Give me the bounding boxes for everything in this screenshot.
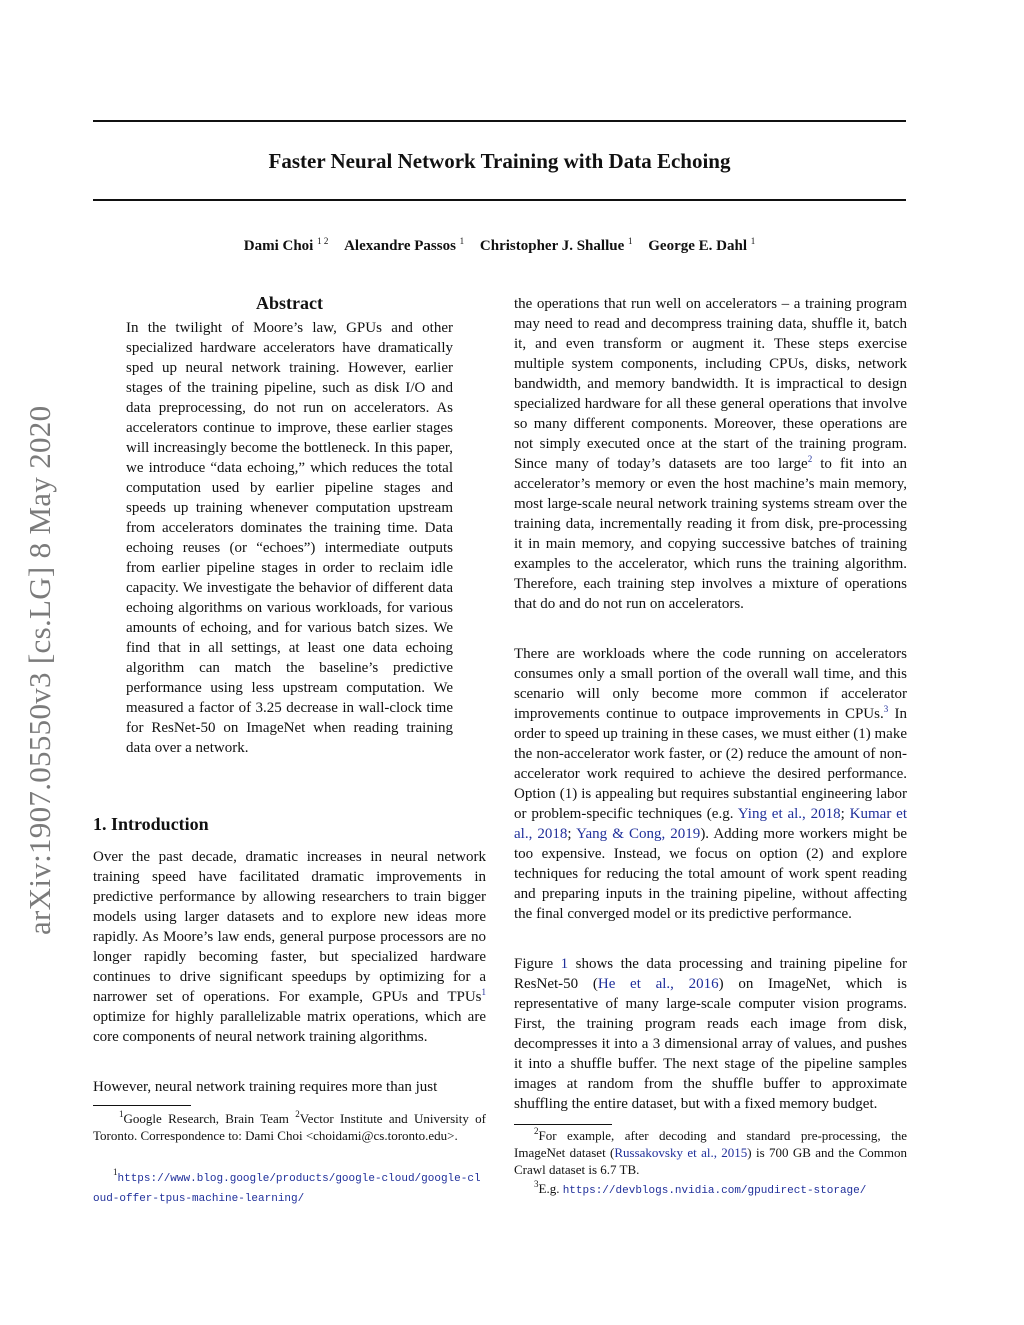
footnote-rule	[93, 1105, 191, 1106]
author	[480, 238, 633, 254]
author	[344, 238, 464, 254]
abstract-heading: Abstract	[256, 293, 323, 313]
footnote-1	[93, 1168, 486, 1208]
text-run: In order to speed up training in these cases, we must either (1) make the non-accelerator work faster, or (2) reduce the amount of non-accelerator work required to achieve the desired performance. Option (1) is appealing but requires substantial engineering labor or problem-specific techniques (e.g.	[514, 706, 907, 822]
text-run: Figure	[514, 956, 561, 972]
footnote-ref[interactable]: 3	[883, 704, 889, 714]
text-run: the operations that run well on accelerators – a training program may need to read and decompress training data, shuffle it, batch it, and even transform or augment it. These steps exercise multiple system components, including CPUs, disks, network bandwidth, and memory bandwidth. It is impractical to design specialized hardware for all these general operations that involve so many different components. Moreover, these operations are not simply executed once at the start of the training program. Since many of today’s datasets are too large	[514, 296, 907, 472]
footnote-ref[interactable]: 2	[807, 454, 813, 464]
text-run: ;	[567, 826, 577, 842]
footnote-rule	[514, 1124, 612, 1125]
abstract-text: In the twilight of Moore’s law, GPUs and other specialized hardware accelerators have dramatically sped up neural network training. However, earlier stages of the training pipeline, such as disk I/O and data preprocessing, do not run on accelerators. As accelerators continue to improve, these earlier stages will increasingly become the bottleneck. In this paper, we introduce “data echoing,” which reduces the total computation used by earlier pipeline stages and speeds up training whenever computation upstream from accelerators dominates the training time. Data echoing reuses (or “echoes”) intermediate outputs from earlier pipeline stages in order to reclaim idle capacity. We investigate the behavior of different data echoing algorithms on various workloads, for various amounts of echoing, and for various batch sizes. We find that in all settings, at least one data echoing algorithm can match the baseline’s predictive performance using less upstream computation. We measured a factor of 3.25 decrease in wall-clock time for ResNet-50 on ImageNet when reading training data over a network.	[126, 320, 453, 756]
affiliation-mark: 1	[628, 236, 633, 246]
body-paragraph	[514, 294, 907, 614]
body-paragraph	[514, 954, 907, 1114]
arxiv-identifier: arXiv:1907.05550v3 [cs.LG] 8 May 2020	[22, 405, 57, 935]
text-run: Google Research, Brain Team	[123, 1111, 296, 1126]
footnote-url[interactable]: https://devblogs.nvidia.com/gpudirect-storage/	[562, 1185, 867, 1197]
figure-ref-link[interactable]: 1	[560, 956, 569, 972]
author-name: Dami Choi	[243, 238, 314, 254]
footnote-mark: 3	[534, 1179, 539, 1189]
text-run: For example, after decoding and standard pre-processing, the ImageNet dataset (	[514, 1128, 907, 1160]
text-run: shows the data processing and training pipeline for ResNet-50 (	[514, 956, 907, 992]
citation-link[interactable]: Kumar et al., 2018	[514, 806, 907, 842]
footnote-3	[514, 1180, 907, 1200]
title-top-rule	[93, 120, 906, 122]
footnote-mark: 1	[113, 1167, 118, 1177]
footnote-mark: 2	[295, 1109, 300, 1119]
text-run: to fit into an accelerator’s memory or even the host machine’s main memory, most large-scale neural network training systems stream over the training data, incrementally reading it from disk, pre-processing it in main memory, and copying successive batches of training examples to the accelerator, which runs the training algorithm. Therefore, each training step involves a mixture of operations that do and do not run on accelerators.	[514, 456, 907, 612]
citation-link[interactable]: Yang & Cong, 2019	[576, 826, 701, 842]
footnote-url[interactable]: https://www.blog.google/products/google-cloud/google-cloud-offer-tpus-machine-learning/	[93, 1173, 481, 1205]
author-list	[93, 235, 906, 257]
affiliation-mark: 1	[750, 236, 756, 246]
footnote-mark: 1	[119, 1109, 124, 1119]
text-run: Over the past decade, dramatic increases in neural network training speed have facilitated dramatic improvements in predictive performance by allowing researchers to train bigger models using larger datasets and to explore new ideas more rapidly. As Moore’s law ends, general purpose processors are no longer rapidly becoming faster, but specialized hardware continues to drive significant speedups by optimizing for a narrower set of operations. For example, GPUs and TPUs	[93, 849, 486, 1005]
intro-paragraph: However, neural network training requires more than just	[93, 1079, 438, 1095]
intro-paragraph	[93, 847, 486, 1047]
affiliation-mark: 1	[459, 236, 465, 246]
text-run: ) on ImageNet, which is representative of many large-scale computer vision programs. First, the training program reads each image from disk, decompresses it into a 3 dimensional array of values, and pushes it into a shuffle buffer. The next stage of the pipeline samples images at random from the shuffle buffer to approximate shuffling the entire dataset, but with a fixed memory budget.	[514, 976, 907, 1112]
text-run: ;	[840, 806, 850, 822]
author	[648, 238, 755, 254]
citation-link[interactable]: Russakovsky et al., 2015	[614, 1145, 748, 1160]
paper-title: Faster Neural Network Training with Data Echoing	[268, 149, 731, 173]
footnote-2	[514, 1127, 907, 1178]
footnote-mark: 2	[534, 1126, 539, 1136]
text-run: ). Adding more workers might be too expensive. Instead, we focus on option (2) and explore techniques for reducing the total amount of work spent reading and preparing inputs in the training pipeline, without affecting the final converged model or its predictive performance.	[514, 826, 907, 922]
author	[244, 238, 329, 254]
affiliation-mark: 1 2	[317, 236, 329, 246]
footnote-ref[interactable]: 1	[481, 987, 486, 997]
text-run: optimize for highly parallelizable matrix operations, which are core components of neural network training algorithms.	[93, 1009, 486, 1045]
author-name: Christopher J. Shallue	[479, 238, 625, 254]
section-heading-introduction: 1. Introduction	[93, 814, 209, 834]
affiliation-footnote	[93, 1110, 486, 1144]
author-name: George E. Dahl	[648, 238, 747, 254]
text-run: ) is 700 GB and the Common Crawl dataset is 6.7 TB.	[514, 1145, 907, 1177]
author-name: Alexandre Passos	[344, 238, 456, 254]
citation-link[interactable]: He et al., 2016	[597, 976, 719, 992]
title-bottom-rule	[93, 199, 906, 201]
body-paragraph	[514, 644, 907, 924]
text-run: There are workloads where the code running on accelerators consumes only a small portion of the overall wall time, and this scenario will only become more common if accelerator improvements continue to outpace improvements in CPUs.	[514, 646, 907, 722]
text-run: Vector Institute and University of Toronto. Correspondence to: Dami Choi <choidami@cs.toronto.edu>.	[93, 1111, 486, 1143]
citation-link[interactable]: Ying et al., 2018	[737, 806, 841, 822]
text-run: E.g.	[538, 1181, 563, 1196]
